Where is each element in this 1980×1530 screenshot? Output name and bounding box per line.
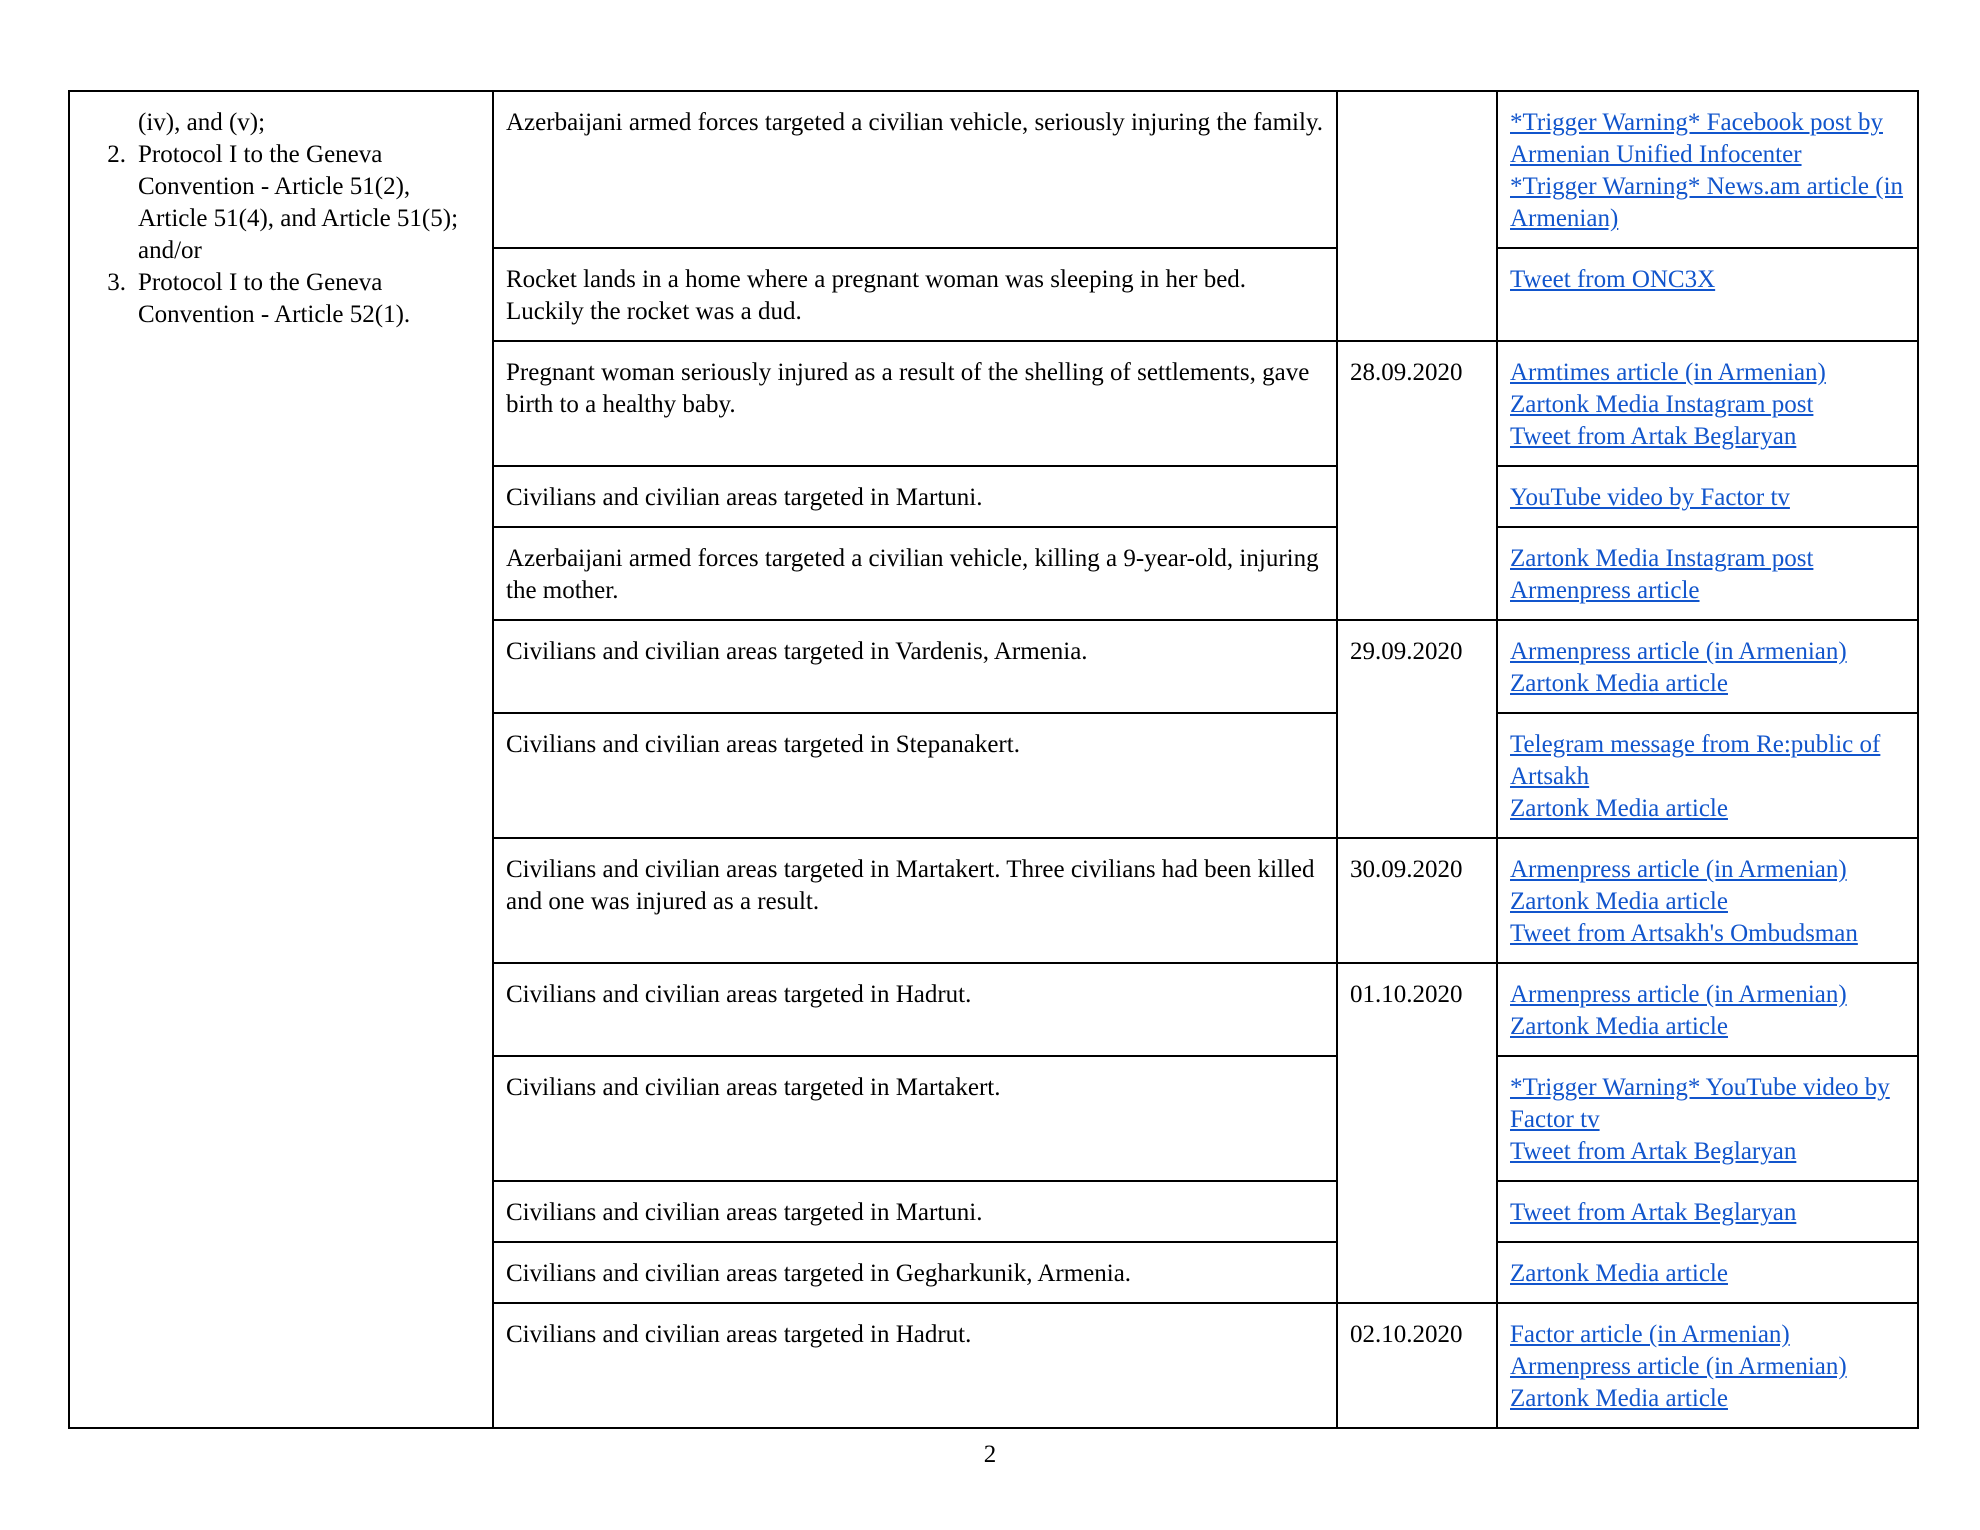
- source-link[interactable]: Zartonk Media article: [1510, 1260, 1728, 1287]
- source-link[interactable]: Armenpress article (in Armenian): [1510, 856, 1847, 883]
- law-item-number: 2.: [107, 141, 126, 168]
- description-cell: Azerbaijani armed forces targeted a civilian vehicle, killing a 9-year-old, injuring the mother.: [493, 527, 1337, 620]
- date-cell: 28.09.2020: [1337, 341, 1497, 620]
- sources-cell: [1497, 248, 1918, 341]
- date-cell: 01.10.2020: [1337, 963, 1497, 1303]
- sources-cell: [1497, 1056, 1918, 1181]
- sources-cell: [1497, 1181, 1918, 1242]
- source-link[interactable]: Tweet from Artak Beglaryan: [1510, 423, 1797, 450]
- source-link[interactable]: Factor article (in Armenian): [1510, 1321, 1790, 1348]
- sources-cell: [1497, 527, 1918, 620]
- table-row: [69, 91, 1918, 248]
- date-cell: 02.10.2020: [1337, 1303, 1497, 1428]
- description-cell: Civilians and civilian areas targeted in Martuni.: [493, 466, 1337, 527]
- sources-cell: [1497, 1303, 1918, 1428]
- sources-cell: [1497, 466, 1918, 527]
- source-link[interactable]: Zartonk Media Instagram post: [1510, 545, 1814, 572]
- description-cell: Civilians and civilian areas targeted in Martuni.: [493, 1181, 1337, 1242]
- law-cell: [69, 91, 493, 1428]
- date-cell: 30.09.2020: [1337, 838, 1497, 963]
- law-list-item: [82, 267, 480, 331]
- sources-cell: [1497, 1242, 1918, 1303]
- source-link[interactable]: Armenpress article: [1510, 577, 1700, 604]
- description-cell: Civilians and civilian areas targeted in Gegharkunik, Armenia.: [493, 1242, 1337, 1303]
- law-item-number: 3.: [107, 269, 126, 296]
- source-link[interactable]: Tweet from Artsakh's Ombudsman: [1510, 920, 1858, 947]
- source-link[interactable]: *Trigger Warning* News.am article (in Armenian): [1510, 173, 1904, 232]
- description-cell: Rocket lands in a home where a pregnant woman was sleeping in her bed. Luckily the rocket was a dud.: [493, 248, 1337, 341]
- date-cell: [1337, 91, 1497, 341]
- description-cell: Pregnant woman seriously injured as a result of the shelling of settlements, gave birth to a healthy baby.: [493, 341, 1337, 466]
- source-link[interactable]: Telegram message from Re:public of Artsakh: [1510, 731, 1881, 790]
- source-link[interactable]: Armenpress article (in Armenian): [1510, 638, 1847, 665]
- date-cell: 29.09.2020: [1337, 620, 1497, 838]
- law-continuation: (iv), and (v);: [138, 109, 266, 136]
- sources-cell: [1497, 963, 1918, 1056]
- source-link[interactable]: *Trigger Warning* Facebook post by Armenian Unified Infocenter: [1510, 109, 1883, 168]
- source-link[interactable]: Zartonk Media article: [1510, 1385, 1728, 1412]
- source-link[interactable]: Armtimes article (in Armenian): [1510, 359, 1826, 386]
- source-link[interactable]: Tweet from Artak Beglaryan: [1510, 1199, 1797, 1226]
- source-link[interactable]: Zartonk Media Instagram post: [1510, 391, 1814, 418]
- source-link[interactable]: Tweet from Artak Beglaryan: [1510, 1138, 1797, 1165]
- description-cell: Civilians and civilian areas targeted in Martakert.: [493, 1056, 1337, 1181]
- source-link[interactable]: Tweet from ONC3X: [1510, 266, 1716, 293]
- description-cell: Civilians and civilian areas targeted in Hadrut.: [493, 963, 1337, 1056]
- law-item-text: Protocol I to the Geneva Convention - Article 52(1).: [138, 269, 411, 328]
- incident-table: [68, 90, 1919, 1429]
- sources-cell: [1497, 620, 1918, 713]
- sources-cell: [1497, 341, 1918, 466]
- description-cell: Civilians and civilian areas targeted in Hadrut.: [493, 1303, 1337, 1428]
- source-link[interactable]: Zartonk Media article: [1510, 1013, 1728, 1040]
- sources-cell: [1497, 713, 1918, 838]
- source-link[interactable]: Zartonk Media article: [1510, 795, 1728, 822]
- source-link[interactable]: Zartonk Media article: [1510, 670, 1728, 697]
- sources-cell: [1497, 91, 1918, 248]
- description-cell: Civilians and civilian areas targeted in Martakert. Three civilians had been killed and one was injured as a result.: [493, 838, 1337, 963]
- source-link[interactable]: Zartonk Media article: [1510, 888, 1728, 915]
- source-link[interactable]: Armenpress article (in Armenian): [1510, 981, 1847, 1008]
- source-link[interactable]: Armenpress article (in Armenian): [1510, 1353, 1847, 1380]
- law-item-text: Protocol I to the Geneva Convention - Article 51(2), Article 51(4), and Article 51(5); and/or: [138, 141, 459, 264]
- description-cell: Azerbaijani armed forces targeted a civilian vehicle, seriously injuring the family.: [493, 91, 1337, 248]
- description-cell: Civilians and civilian areas targeted in Stepanakert.: [493, 713, 1337, 838]
- description-cell: Civilians and civilian areas targeted in Vardenis, Armenia.: [493, 620, 1337, 713]
- source-link[interactable]: *Trigger Warning* YouTube video by Factor tv: [1510, 1074, 1890, 1133]
- incident-table-body: [69, 91, 1918, 1428]
- page-number: 2: [983, 1441, 997, 1468]
- source-link[interactable]: YouTube video by Factor tv: [1510, 484, 1790, 511]
- sources-cell: [1497, 838, 1918, 963]
- law-list-item: [82, 139, 480, 267]
